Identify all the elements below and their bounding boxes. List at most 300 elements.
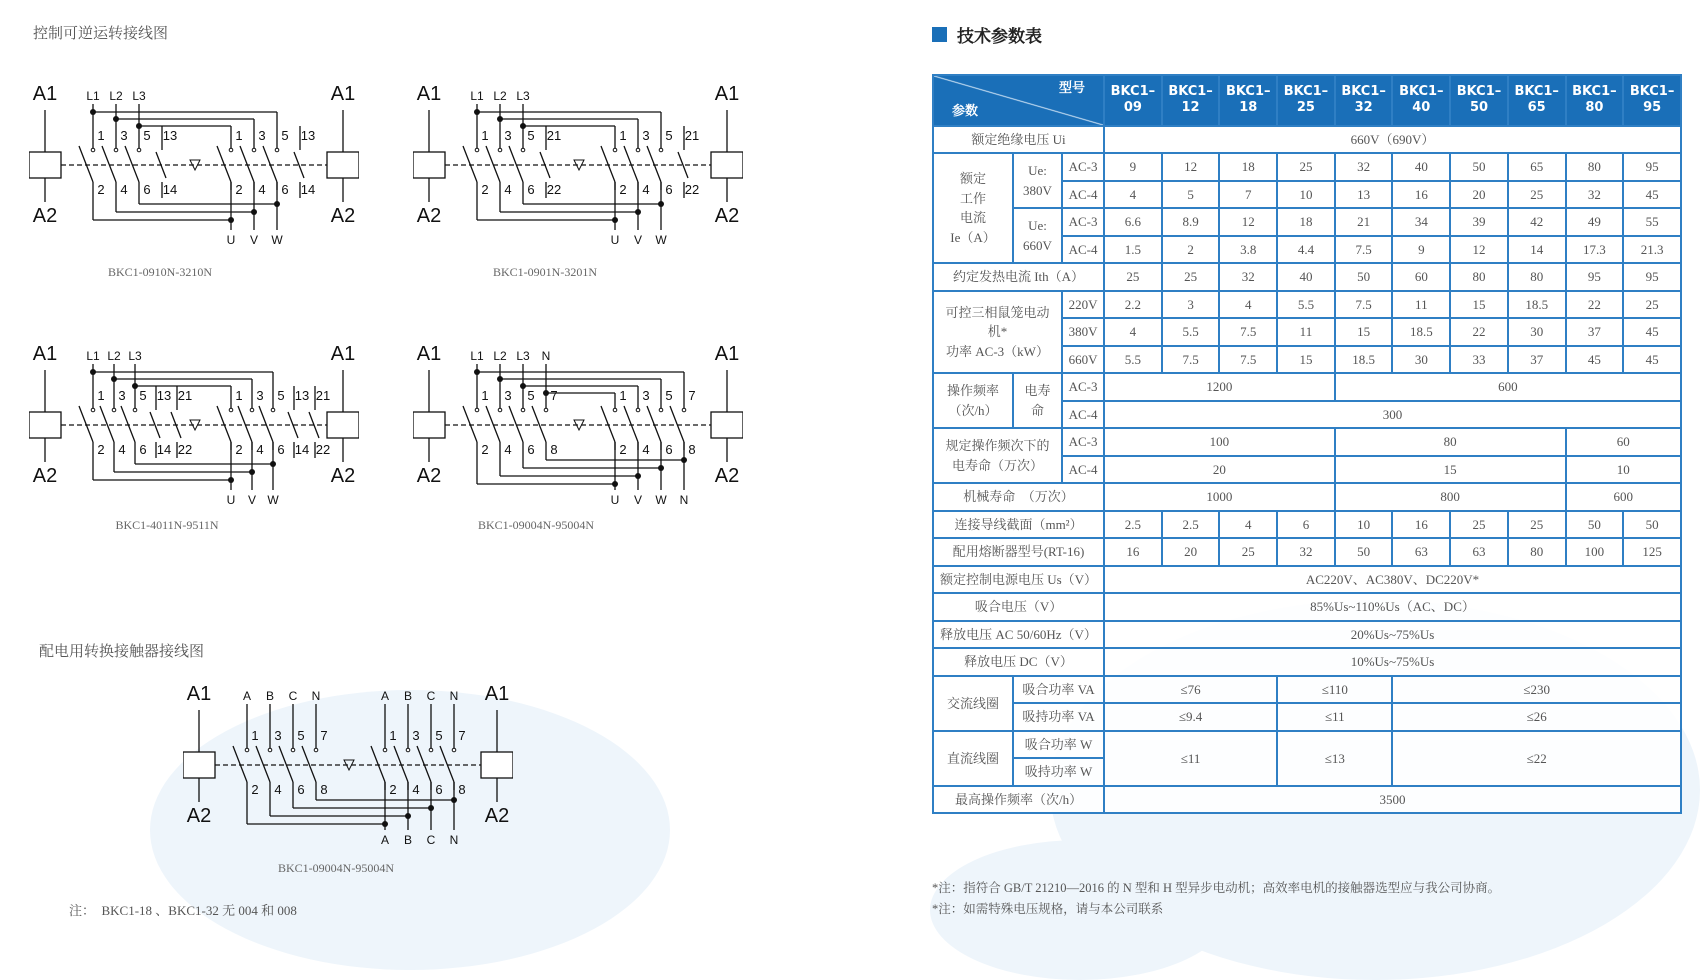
wiring-diagram [29, 82, 359, 282]
param-label-cell: 最高操作频率（次/h） [933, 786, 1104, 814]
contact-number-bottom: 4 [642, 182, 650, 197]
wiring-diagram [413, 342, 743, 542]
contact-number-top: 13 [162, 128, 178, 143]
coil-label-a2: A2 [416, 205, 442, 227]
value-cell: 10 [1566, 456, 1681, 484]
value-cell: 16 [1392, 181, 1450, 209]
value-cell: ≤26 [1392, 703, 1681, 731]
contact-terminal [114, 148, 118, 152]
value-cell: ≤11 [1104, 731, 1277, 786]
coil-right [711, 412, 743, 438]
value-cell: 40 [1392, 153, 1450, 181]
wire-line [601, 406, 615, 442]
value-cell: 18.5 [1392, 318, 1450, 346]
table-row [933, 263, 1681, 291]
table-row [933, 621, 1681, 649]
value-cell: 12 [1162, 153, 1220, 181]
phase-label-top: C [288, 689, 298, 703]
coil-left [413, 152, 445, 178]
value-cell: 600 [1566, 483, 1681, 511]
contact-number-bottom: 4 [504, 442, 512, 457]
param-label-cell: 额定 工作 电流 Ie（A） [933, 153, 1013, 263]
wire-line [509, 406, 523, 442]
param-label-cell: Ue: 380V [1013, 153, 1062, 208]
value-cell: 20%Us~75%Us [1104, 621, 1681, 649]
value-cell: 80 [1508, 538, 1566, 566]
phase-label-top: A [242, 689, 252, 703]
phase-label-bottom: W [271, 233, 283, 247]
value-cell: 5 [1162, 181, 1220, 209]
wire-line [79, 146, 93, 182]
value-cell: 85%Us~110%Us（AC、DC） [1104, 593, 1681, 621]
wire-line [121, 406, 135, 442]
wire-line [486, 406, 500, 442]
value-cell: 3500 [1104, 786, 1681, 814]
contact-number-top: 13 [156, 388, 172, 403]
contact-number-bottom: 6 [277, 442, 285, 457]
wire-line [532, 406, 546, 442]
value-cell: 15 [1450, 291, 1508, 319]
coil-right [327, 152, 359, 178]
value-cell: 4 [1219, 511, 1277, 539]
wire-line [171, 412, 181, 438]
value-cell: 63 [1392, 538, 1450, 566]
model-header: BKC1– 80 [1566, 75, 1624, 126]
footnote-left: 注： BKC1-18 、BKC1-32 无 004 和 008 [69, 903, 297, 918]
value-cell: 21.3 [1623, 236, 1681, 264]
value-cell: 2.5 [1162, 511, 1220, 539]
wire-line [125, 146, 139, 182]
phase-label-top: N [311, 689, 321, 703]
param-label-cell: 交流线圈 [933, 676, 1013, 731]
contact-terminal [275, 148, 279, 152]
wire-line [217, 406, 231, 442]
value-cell: 125 [1623, 538, 1681, 566]
coil-left [183, 752, 215, 778]
wire-line [463, 406, 477, 442]
contact-number-top: 3 [258, 128, 266, 143]
value-cell: 7.5 [1162, 346, 1220, 374]
coil-label-a1: A1 [32, 343, 58, 365]
value-cell: 34 [1392, 208, 1450, 236]
phase-label-top: L1 [86, 89, 100, 103]
coil-label-a2: A2 [484, 805, 510, 827]
value-cell: 11 [1392, 291, 1450, 319]
table-row [933, 126, 1681, 154]
value-cell: ≤76 [1104, 676, 1277, 704]
contact-number-top: 1 [481, 388, 489, 403]
value-cell: 50 [1335, 263, 1393, 291]
contact-number-bottom: 8 [688, 442, 696, 457]
value-cell: 600 [1335, 373, 1681, 401]
phase-label-bottom: U [226, 233, 236, 247]
contact-number-top: 21 [177, 388, 193, 403]
value-cell: 6 [1277, 511, 1335, 539]
value-cell: 33 [1450, 346, 1508, 374]
table-row [933, 428, 1681, 456]
value-cell: 4 [1219, 291, 1277, 319]
value-cell: 100 [1104, 428, 1335, 456]
contact-number-bottom: 8 [320, 782, 328, 797]
value-cell: 37 [1566, 318, 1624, 346]
contact-number-top: 1 [619, 128, 627, 143]
phase-label-bottom: C [426, 833, 436, 847]
value-cell: 11 [1277, 318, 1335, 346]
diagram-caption: BKC1-09004N-95004N [278, 861, 394, 875]
contact-number-top: 7 [458, 728, 466, 743]
param-label-cell: 机械寿命 （万次） [933, 483, 1104, 511]
contact-number-top: 1 [235, 128, 243, 143]
value-cell: 16 [1104, 538, 1162, 566]
coil-label-a1: A1 [330, 83, 356, 105]
wiring-diagram [29, 342, 359, 542]
coil-left [29, 412, 61, 438]
coil-label-a2: A2 [32, 465, 58, 487]
value-cell: 25 [1104, 263, 1162, 291]
contact-terminal [133, 408, 137, 412]
model-header: BKC1– 95 [1623, 75, 1681, 126]
model-header: BKC1– 12 [1162, 75, 1220, 126]
coil-label-a1: A1 [416, 343, 442, 365]
coil-label-a1: A1 [714, 83, 740, 105]
phase-label-top: L1 [470, 89, 484, 103]
contact-terminal [498, 408, 502, 412]
diagram-caption: BKC1-0910N-3210N [108, 265, 212, 279]
contact-number-top: 3 [412, 728, 420, 743]
wire-line [263, 146, 277, 182]
contact-number-top: 5 [281, 128, 289, 143]
contact-number-top: 1 [481, 128, 489, 143]
contact-number-top: 5 [297, 728, 305, 743]
contact-number-bottom: 2 [235, 442, 243, 457]
phase-label-bottom: U [226, 493, 236, 507]
model-header: BKC1– 32 [1335, 75, 1393, 126]
value-cell: 42 [1508, 208, 1566, 236]
contact-number-bottom: 2 [97, 182, 105, 197]
contact-number-top: 3 [504, 388, 512, 403]
coil-left [29, 152, 61, 178]
contact-number-bottom: 2 [481, 182, 489, 197]
value-cell: 25 [1623, 291, 1681, 319]
contact-terminal [682, 408, 686, 412]
param-label-cell: AC-4 [1062, 401, 1104, 429]
wire-line [217, 146, 231, 182]
contact-number-bottom: 4 [118, 442, 126, 457]
contact-terminal [521, 408, 525, 412]
param-label-cell: 配用熔断器型号(RT-16) [933, 538, 1104, 566]
wire-line [102, 146, 116, 182]
contact-number-top: 3 [274, 728, 282, 743]
contact-number-top: 5 [143, 128, 151, 143]
note-line: *注：指符合 GB/T 21210—2016 的 N 型和 H 型异步电动机；高效率电机的接触器选型应与我公司协商。 [932, 881, 1501, 895]
param-label-cell: 吸合电压（V） [933, 593, 1104, 621]
param-label-cell: 吸合功率 VA [1013, 676, 1104, 704]
coil-label-a1: A1 [714, 343, 740, 365]
coil-label-a2: A2 [714, 465, 740, 487]
wire-line [463, 146, 477, 182]
value-cell: 50 [1335, 538, 1393, 566]
contact-terminal [383, 748, 387, 752]
table-row [933, 676, 1681, 704]
contact-terminal [271, 408, 275, 412]
coil-right [481, 752, 513, 778]
param-label-cell: 额定控制电源电压 Us（V） [933, 566, 1104, 594]
value-cell: 45 [1623, 346, 1681, 374]
contact-terminal [229, 148, 233, 152]
value-cell: 45 [1566, 346, 1624, 374]
table-title-text: 技术参数表 [957, 27, 1042, 47]
value-cell: 50 [1566, 511, 1624, 539]
coil-label-a1: A1 [330, 343, 356, 365]
value-cell: 25 [1508, 181, 1566, 209]
value-cell: 20 [1104, 456, 1335, 484]
phase-label-bottom: U [610, 233, 620, 247]
contact-number-bottom: 6 [665, 182, 673, 197]
contact-number-top: 5 [665, 388, 673, 403]
contact-terminal [91, 408, 95, 412]
contact-number-top: 21 [315, 388, 331, 403]
value-cell: 7.5 [1335, 236, 1393, 264]
model-header: BKC1– 25 [1277, 75, 1335, 126]
phase-label-top: N [541, 349, 551, 363]
value-cell: 95 [1566, 263, 1624, 291]
value-cell: 18.5 [1508, 291, 1566, 319]
contact-number-top: 3 [120, 128, 128, 143]
contact-number-bottom: 2 [97, 442, 105, 457]
value-cell: 49 [1566, 208, 1624, 236]
value-cell: 65 [1508, 153, 1566, 181]
contact-number-top: 5 [139, 388, 147, 403]
contact-number-bottom: 4 [504, 182, 512, 197]
value-cell: 20 [1162, 538, 1220, 566]
contact-terminal [636, 408, 640, 412]
table-notes [932, 878, 1500, 920]
contact-number-top: 1 [251, 728, 259, 743]
coil-label-a2: A2 [32, 205, 58, 227]
wire-line [240, 146, 254, 182]
contact-number-top: 1 [619, 388, 627, 403]
contact-terminal [252, 148, 256, 152]
param-label-cell: Ue: 660V [1013, 208, 1062, 263]
phase-label-top: L1 [86, 349, 100, 363]
value-cell: 80 [1450, 263, 1508, 291]
wire-line [670, 406, 684, 442]
value-cell: 9 [1104, 153, 1162, 181]
contact-terminal [137, 148, 141, 152]
note-line: *注：如需特殊电压规格，请与本公司联系 [932, 902, 1164, 916]
param-label-cell: AC-3 [1062, 208, 1104, 236]
contact-terminal [475, 408, 479, 412]
contact-number-top: 13 [300, 128, 316, 143]
phase-label-bottom: V [247, 493, 257, 507]
contact-number-bottom: 6 [139, 442, 147, 457]
value-cell: 22 [1450, 318, 1508, 346]
phase-label-bottom: A [380, 833, 390, 847]
contact-number-top: 5 [435, 728, 443, 743]
coil-label-a2: A2 [330, 465, 356, 487]
contact-terminal [112, 408, 116, 412]
value-cell: 37 [1508, 346, 1566, 374]
value-cell: 6.6 [1104, 208, 1162, 236]
contact-number-top: 3 [642, 388, 650, 403]
contact-number-bottom: 4 [412, 782, 420, 797]
contact-terminal [521, 148, 525, 152]
value-cell: 18 [1219, 153, 1277, 181]
value-cell: 10%Us~75%Us [1104, 648, 1681, 676]
value-cell: 1000 [1104, 483, 1335, 511]
phase-label-bottom: U [610, 493, 620, 507]
value-cell: 7.5 [1335, 291, 1393, 319]
param-label-cell: 操作频率 （次/h） [933, 373, 1013, 428]
contact-terminal [452, 748, 456, 752]
value-cell: 660V（690V） [1104, 126, 1681, 154]
phase-label-top: N [449, 689, 459, 703]
contact-terminal [429, 748, 433, 752]
wire-line [302, 746, 316, 782]
coil-label-a2: A2 [186, 805, 212, 827]
contact-number-bottom: 6 [665, 442, 673, 457]
contact-number-top: 3 [118, 388, 126, 403]
table-row [933, 373, 1681, 401]
contact-number-top: 21 [546, 128, 562, 143]
contact-number-bottom: 8 [550, 442, 558, 457]
phase-label-bottom: N [679, 493, 689, 507]
value-cell: 1.5 [1104, 236, 1162, 264]
contact-number-bottom: 22 [315, 442, 331, 457]
contact-number-top: 1 [97, 128, 105, 143]
value-cell: 7.5 [1219, 318, 1277, 346]
table-row [933, 291, 1681, 319]
contact-number-bottom: 6 [143, 182, 151, 197]
value-cell: 80 [1335, 428, 1566, 456]
param-label-cell: 约定发热电流 Ith（A） [933, 263, 1104, 291]
table-row [933, 153, 1681, 181]
phase-label-bottom: V [633, 233, 643, 247]
param-label-cell: 可控三相鼠笼电动 机* 功率 AC-3（kW） [933, 291, 1062, 374]
contact-number-bottom: 2 [235, 182, 243, 197]
phase-label-bottom: W [267, 493, 279, 507]
value-cell: 2.2 [1104, 291, 1162, 319]
value-cell: ≤13 [1277, 731, 1392, 786]
contact-terminal [314, 748, 318, 752]
value-cell: 40 [1277, 263, 1335, 291]
value-cell: 25 [1450, 511, 1508, 539]
phase-label-top: L3 [128, 349, 142, 363]
phase-label-top: L2 [107, 349, 121, 363]
contact-number-bottom: 6 [297, 782, 305, 797]
value-cell: 45 [1623, 318, 1681, 346]
wire-line [79, 406, 93, 442]
wire-line [440, 746, 454, 782]
wire-line [100, 406, 114, 442]
phase-label-bottom: V [633, 493, 643, 507]
value-cell: 55 [1623, 208, 1681, 236]
coil-right [327, 412, 359, 438]
contact-number-bottom: 2 [481, 442, 489, 457]
wiring-diagram [183, 682, 513, 882]
phase-label-bottom: W [655, 233, 667, 247]
value-cell: 32 [1335, 153, 1393, 181]
contact-number-bottom: 22 [684, 182, 700, 197]
value-cell: ≤9.4 [1104, 703, 1277, 731]
header-corner [933, 75, 1104, 126]
value-cell: 25 [1277, 153, 1335, 181]
value-cell: 3.8 [1219, 236, 1277, 264]
param-label-cell: 电寿 命 [1013, 373, 1062, 428]
contact-number-bottom: 4 [642, 442, 650, 457]
table-header-row [933, 75, 1681, 126]
contact-number-bottom: 6 [527, 182, 535, 197]
contact-number-bottom: 14 [300, 182, 316, 197]
contact-terminal [659, 148, 663, 152]
contact-number-bottom: 4 [256, 442, 264, 457]
coil-label-a1: A1 [186, 683, 212, 705]
value-cell: 4 [1104, 181, 1162, 209]
value-cell: 80 [1566, 153, 1624, 181]
value-cell: 5.5 [1277, 291, 1335, 319]
contact-terminal [636, 148, 640, 152]
model-header: BKC1– 18 [1219, 75, 1277, 126]
param-label-cell: 连接导线截面（mm²） [933, 511, 1104, 539]
wire-line [279, 746, 293, 782]
contact-number-top: 13 [294, 388, 310, 403]
value-cell: 3 [1162, 291, 1220, 319]
wire-line [238, 406, 252, 442]
phase-label-bottom: W [655, 493, 667, 507]
contact-terminal [475, 148, 479, 152]
contact-terminal [613, 148, 617, 152]
section-title-reversing: 控制可逆运转接线图 [33, 26, 169, 42]
contact-number-top: 1 [235, 388, 243, 403]
table-row [933, 483, 1681, 511]
table-title [932, 22, 1042, 47]
phase-label-top: B [265, 689, 275, 703]
contact-number-top: 3 [642, 128, 650, 143]
coil-left [413, 412, 445, 438]
value-cell: 15 [1335, 456, 1566, 484]
coil-right [711, 152, 743, 178]
value-cell: 22 [1566, 291, 1624, 319]
contact-number-bottom: 6 [527, 442, 535, 457]
table-row [933, 511, 1681, 539]
coil-label-a2: A2 [416, 465, 442, 487]
value-cell: 21 [1335, 208, 1393, 236]
coil-label-a2: A2 [330, 205, 356, 227]
contact-number-top: 5 [665, 128, 673, 143]
value-cell: 32 [1566, 181, 1624, 209]
contact-number-bottom: 4 [120, 182, 128, 197]
contact-number-bottom: 14 [294, 442, 310, 457]
value-cell: 18 [1277, 208, 1335, 236]
diagram-caption: BKC1-4011N-9511N [115, 518, 219, 532]
param-label-cell: AC-3 [1062, 428, 1104, 456]
model-header: BKC1– 65 [1508, 75, 1566, 126]
contact-terminal [268, 748, 272, 752]
contact-number-top: 7 [320, 728, 328, 743]
wire-line [259, 406, 273, 442]
contact-number-top: 1 [389, 728, 397, 743]
value-cell: ≤22 [1392, 731, 1681, 786]
contact-number-bottom: 14 [162, 182, 178, 197]
contact-number-bottom: 2 [251, 782, 259, 797]
diagram-caption: BKC1-0901N-3201N [493, 265, 597, 279]
wire-line [601, 146, 615, 182]
phase-label-bottom: B [403, 833, 413, 847]
contact-terminal [544, 408, 548, 412]
value-cell: 13 [1335, 181, 1393, 209]
table-row [933, 566, 1681, 594]
title-square-icon [932, 27, 947, 42]
